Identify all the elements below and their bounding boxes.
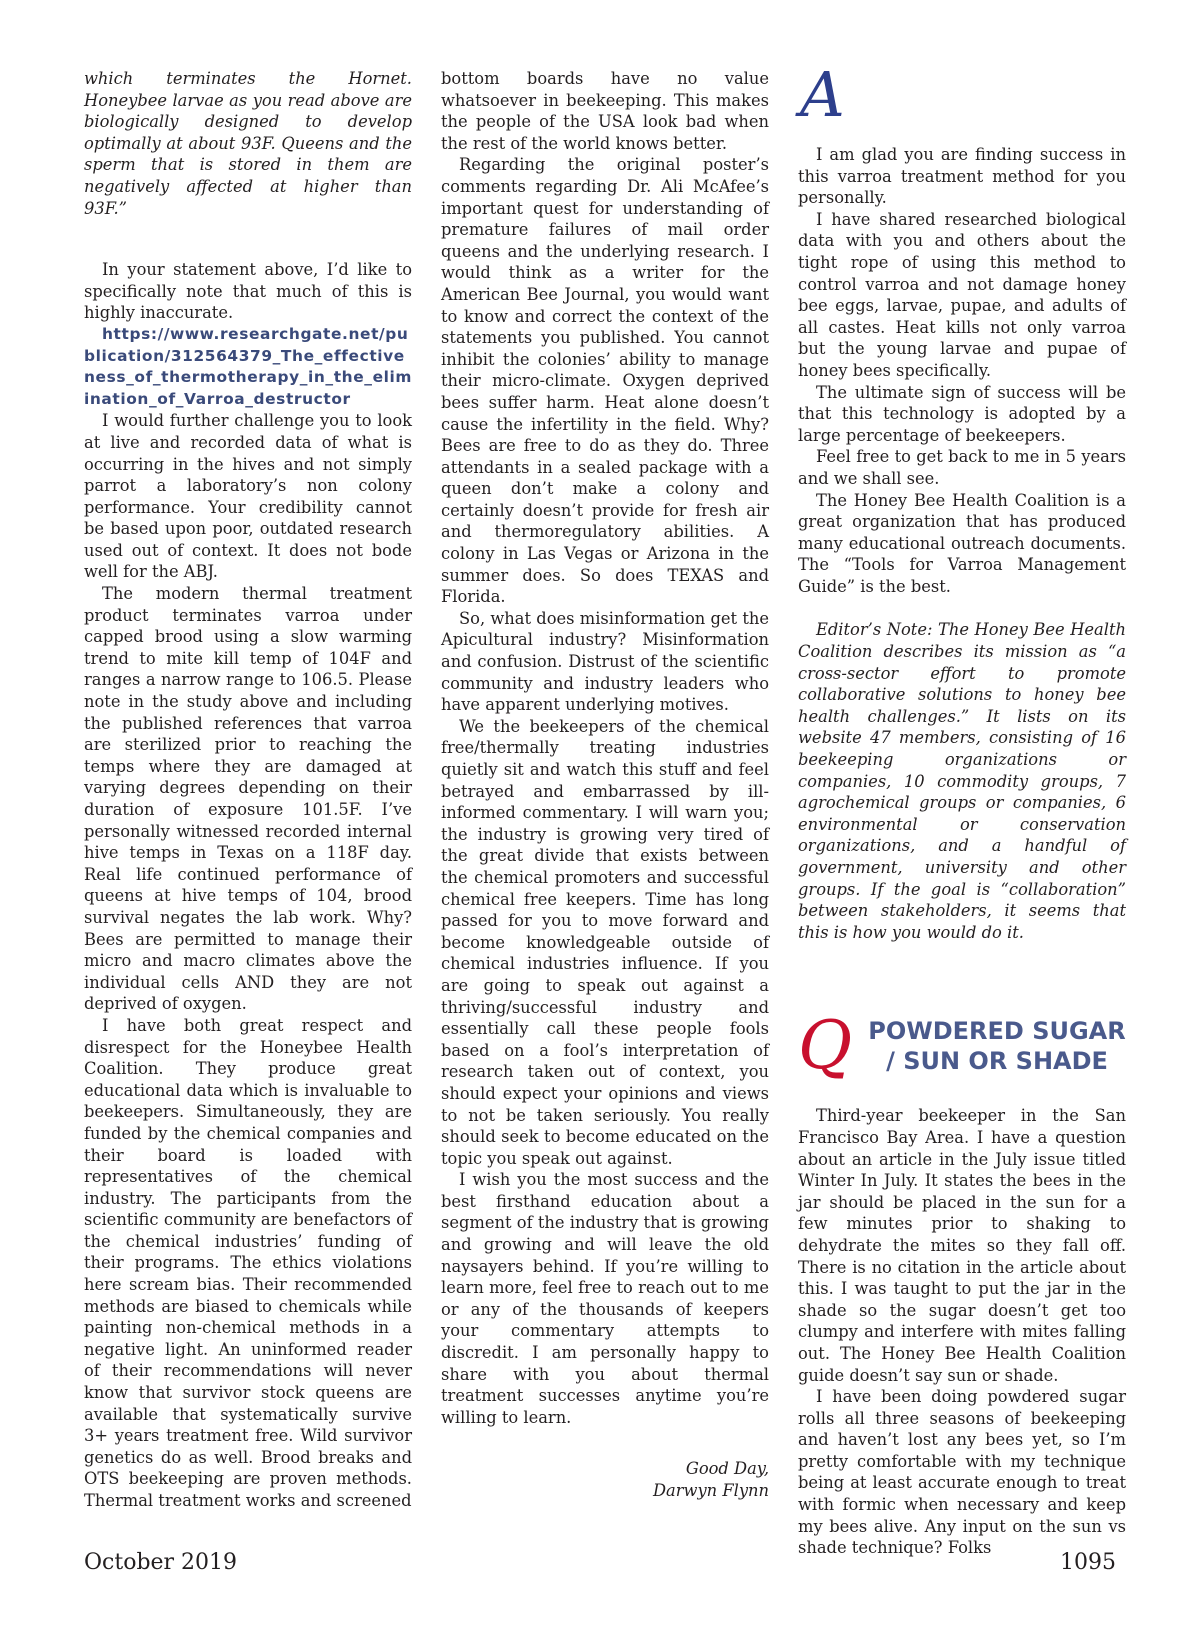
- column-right: [798, 58, 1126, 1559]
- paragraph: bottom boards have no value whatsoever in beekeeping. This makes the people of the USA look bad when the rest of the world knows better.: [441, 69, 769, 153]
- paragraph: We the beekeepers of the chemical free/thermally treating industries quietly sit and watch this stuff and feel betrayed and embarrassed by ill-informed commentary. I will warn you; the industry is growing very tired of the great divide that exists between the chemical promoters and successful chemical free keepers. Time has long passed for you to move forward and become knowledgeable outside of chemical industries influence. If you are going to speak out against a thriving/successful industry and essentially call these people fools based on a fool’s interpretation of research taken out of context, you should expect your opinions and views to not be taken seriously. You really should seek to become educated on the topic you speak out against.: [441, 716, 769, 1168]
- question-paragraph: I have been doing powdered sugar rolls all three seasons of beekeeping and haven’t lost any bees yet, so I’m pretty comfortable with my technique being at least accurate enough to treat with formic when necessary and keep my bees alive. Any input on the sun vs shade technique? Folks: [798, 1387, 1126, 1558]
- answer-paragraph: The ultimate sign of success will be that this technology is adopted by a large percentage of beekeepers.: [798, 382, 1126, 445]
- page-number: 1095: [1060, 1550, 1116, 1575]
- answer-paragraph: Feel free to get back to me in 5 years and we shall see.: [798, 447, 1126, 488]
- column-left: [84, 68, 412, 1512]
- question-title-line: / SUN OR SHADE: [886, 1047, 1108, 1076]
- signature-name: Darwyn Flynn: [652, 1481, 769, 1500]
- answer-paragraph: I am glad you are finding success in this varroa treatment method for you personally.: [798, 145, 1126, 208]
- answer-letter-icon: A: [800, 58, 845, 131]
- answer-paragraph: I have shared researched biological data with you and others about the tight rope of using this method to control varroa and not damage honey bee eggs, larvae, pupae, and adults of all castes. Heat kills not only varroa but the young larvae and pupae of honey bees specifically.: [798, 209, 1126, 380]
- paragraph: The modern thermal treatment product terminates varroa under capped brood using a slow warming trend to mite kill temp of 104F and ranges a narrow range to 106.5. Please note in the study above and including the published references that varroa are sterilized prior to reaching the temps where they are damaged at varying degrees depending on their duration of exposure 101.5F. I’ve personally witnessed recorded internal hive temps in Texas on a 118F day. Real life continued performance of queens at hive temps of 104, brood survival negates the lab work. Why? Bees are permitted to manage their micro and macro climates above the individual cells AND they are not deprived of oxygen.: [84, 584, 412, 1014]
- paragraph: I would further challenge you to look at live and recorded data of what is occurring in the hives and not simply parrot a laboratory’s non colony performance. Your credibility cannot be based upon poor, outdated research used out of context. It does not bode well for the ABJ.: [84, 411, 412, 582]
- signature-greeting: Good Day,: [685, 1459, 769, 1479]
- paragraph: Regarding the original poster’s comments regarding Dr. Ali McAfee’s important quest for understanding of premature failures of mail order queens and the underlying research. I would think as a writer for the American Bee Journal, you would want to know and correct the context of the statements you published. You cannot inhibit the colonies’ ability to manage their micro-climate. Oxygen deprived bees suffer harm. Heat alone doesn’t cause the infertility in the field. Why? Bees are free to do as they do. Three attendants in a sealed package with a queen don’t make a colony and certainly doesn’t provide for fresh air and thermoregulatory abilities. A colony in Las Vegas or Arizona in the summer does. So does TEXAS and Florida.: [441, 155, 769, 607]
- answer-paragraph: The Honey Bee Health Coalition is a great organization that has produced many educational outreach documents. The “Tools for Varroa Management Guide” is the best.: [798, 490, 1126, 596]
- question-paragraph: Third-year beekeeper in the San Francisco Bay Area. I have a question about an article in the July issue titled Winter In July. It states the bees in the jar should be placed in the sun for a few minutes prior to shaking to dehydrate the mites so they fall off. There is no citation in the article about this. I was taught to put the jar in the shade so the sugar doesn’t get too clumpy and interfere with mites falling out. The Honey Bee Health Coalition guide doesn’t say sun or shade.: [798, 1106, 1126, 1385]
- editor-note: Editor’s Note: The Honey Bee Health Coalition describes its mission as “a cross-sector effort to promote collaborative solutions to honey bee health challenges.” It lists on its website 47 members, consisting of 16 beekeeping organizations or companies, 10 commodity groups, 7 agrochemical groups or companies, 6 environmental or conservation organizations, and a handful of government, university and other groups. If the goal is “collaboration” between stakeholders, it seems that this is how you would do it.: [798, 620, 1126, 942]
- paragraph: In your statement above, I’d like to specifically note that much of this is highly inaccurate.: [84, 260, 412, 323]
- question-heading: [798, 1007, 1126, 1085]
- question-title-line: POWDERED SUGAR: [868, 1017, 1126, 1046]
- paragraph: So, what does misinformation get the Apicultural industry? Misinformation and confusion. Distrust of the scientific community and industry leaders who have apparent underlying motives.: [441, 608, 769, 715]
- question-title: [868, 1016, 1126, 1076]
- research-link[interactable]: https://www.researchgate.net/publication/312564379_The_effectiveness_of_thermotherapy_in_the_elimination_of_Varroa_destructor: [84, 324, 413, 408]
- paragraph: I have both great respect and disrespect for the Honeybee Health Coalition. They produce great educational data which is invaluable to beekeepers. Simultaneously, they are funded by the chemical companies and their board is loaded with representatives of the chemical industry. The participants from the scientific community are benefactors of the chemical industries’ funding of their programs. The ethics violations here scream bias. Their recommended methods are biased to chemicals while painting non-chemical methods in a negative light. An uninformed reader of their recommendations will never know that survivor stock queens are available that systematically survive 3+ years treatment free. Wild survivor genetics do as well. Brood breaks and OTS beekeeping are proven methods. Thermal treatment works and screened: [84, 1015, 412, 1510]
- quoted-text: which terminates the Hornet. Honeybee larvae as you read above are biologically designed to develop optimally at about 93F. Queens and the sperm that is stored in them are negatively affected at higher than 93F.”: [84, 69, 412, 218]
- question-letter-icon: Q: [798, 1007, 853, 1085]
- paragraph: I wish you the most success and the best firsthand education about a segment of the industry that is growing and growing and will leave the old naysayers behind. If you’re willing to learn more, feel free to reach out to me or any of the thousands of keepers your commentary attempts to discredit. I am personally happy to share with you about thermal treatment successes anytime you’re willing to learn.: [441, 1170, 769, 1427]
- footer-date: October 2019: [84, 1550, 238, 1575]
- column-middle: [441, 68, 769, 1502]
